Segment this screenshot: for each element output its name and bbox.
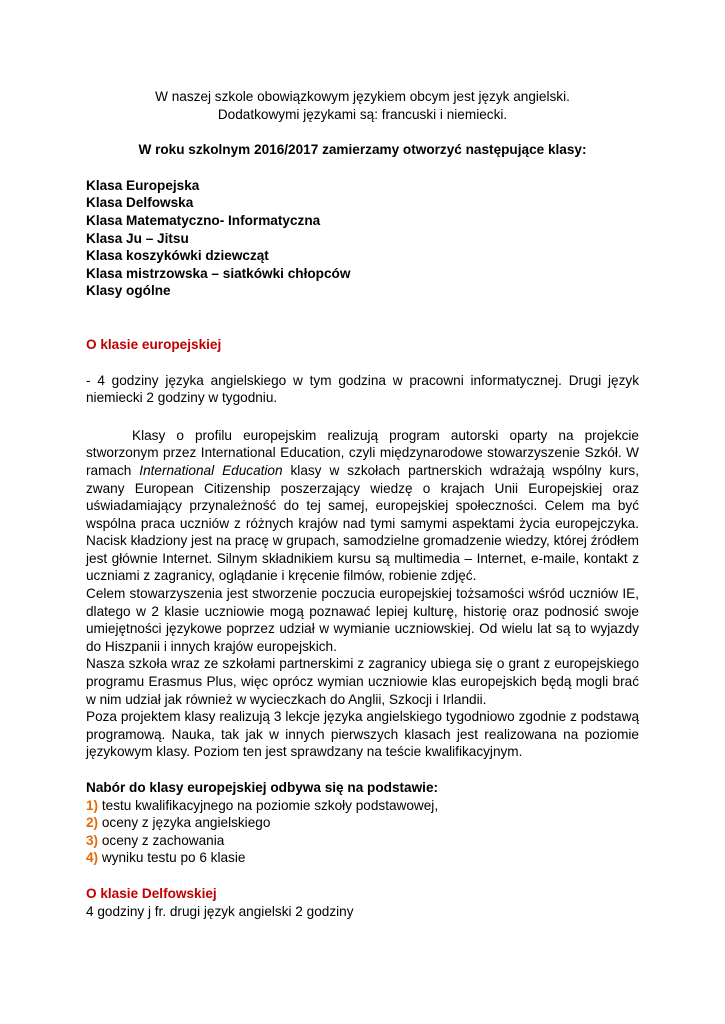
european-paragraph-3: Nasza szkoła wraz ze szkołami partnerskimi z zagranicy ubiega się o grant z europejskiego programu Erasmus Plus, więc oprócz wymian uczniowie klas europejskich będą mogli brać w nim udział jak również w wycieczkach do Anglii, Szkocji i Irlandii. xyxy=(86,656,639,707)
class-list-item: Klasy ogólne xyxy=(86,283,171,299)
european-paragraph-4: Poza projektem klasy realizują 3 lekcje języka angielskiego tygodniowo zgodnie z podstawą programową. Nauka, tak jak w innych pierwszych klasach jest realizowana na poziomie językowym klasy. Poziom ten jest sprawdzany na teście kwalifikacyjnym. xyxy=(86,709,639,760)
admission-item: 1) testu kwalifikacyjnego na poziomie szkoły podstawowej, xyxy=(86,797,439,813)
class-list-item: Klasa Ju – Jitsu xyxy=(86,230,189,246)
admission-item: 3) oceny z zachowania xyxy=(86,832,225,848)
admission-item: 2) oceny z języka angielskiego xyxy=(86,815,271,831)
admission-heading: Nabór do klasy europejskiej odbywa się na podstawie: xyxy=(86,780,439,795)
delfowska-hours: 4 godziny j fr. drugi język angielski 2 godziny xyxy=(86,903,354,919)
class-list-item: Klasa Europejska xyxy=(86,177,200,193)
european-class-heading: O klasie europejskiej xyxy=(86,336,222,352)
admission-list xyxy=(86,797,639,867)
european-paragraph-2: Celem stowarzyszenia jest stworzenie poczucia europejskiej tożsamości wśród uczniów IE, dlatego w 2 klasie uczniowie mogą poznawać lepiej kulturę, historię oraz podnosić swoje umiejętności językowe poprzez udział w wymianie uczniowskiej. Od wielu lat są to wyjazdy do Hiszpanii i innych krajów europejskich. xyxy=(86,586,639,654)
class-list-item: Klasa Delfowska xyxy=(86,195,194,211)
international-education-emphasis: International Education xyxy=(139,462,283,478)
class-list xyxy=(86,177,639,300)
intro-line-1: W naszej szkole obowiązkowym językiem obcym jest język angielski. xyxy=(155,89,570,104)
class-list-item: Klasa koszykówki dziewcząt xyxy=(86,248,269,264)
intro-line-2: Dodatkowymi językami są: francuski i niemiecki. xyxy=(217,106,508,122)
admission-item: 4) wyniku testu po 6 klasie xyxy=(86,850,246,866)
class-list-item: Klasa mistrzowska – siatkówki chłopców xyxy=(86,265,351,281)
delfowska-class-heading: O klasie Delfowskiej xyxy=(86,885,217,901)
european-hours: - 4 godziny języka angielskiego w tym godzina w pracowni informatycznej. Drugi język niemiecki 2 godziny w tygodniu. xyxy=(86,372,639,406)
school-year-heading: W roku szkolnym 2016/2017 zamierzamy otworzyć następujące klasy: xyxy=(138,142,587,158)
class-list-item: Klasa Matematyczno- Informatyczna xyxy=(86,212,321,228)
european-paragraph-1: Klasy o profilu europejskim realizują program autorski oparty na projekcie stworzonym przez International Education, czyli międzynarodowe stowarzyszenie Szkół. W ramach International Education klasy w szkołach partnerskich wdrażają wspólny kurs, zwany European Citizenship poszerzający wiedzę o krajach Unii Europejskiej oraz uświadamiający przynależność do tej samej, europejskiej społeczności. Celem ma być wspólna praca uczniów z różnych krajów nad tymi samymi aspektami życia europejczyka. Nacisk kładziony jest na pracę w grupach, samodzielne gromadzenie wiedzy, której źródłem jest głównie Internet. Silnym składnikiem kursu są multimedia – Internet, e-maile, kontakt z uczniami z zagranicy, oglądanie i kręcenie filmów, robienie zdjęć. xyxy=(86,427,639,584)
